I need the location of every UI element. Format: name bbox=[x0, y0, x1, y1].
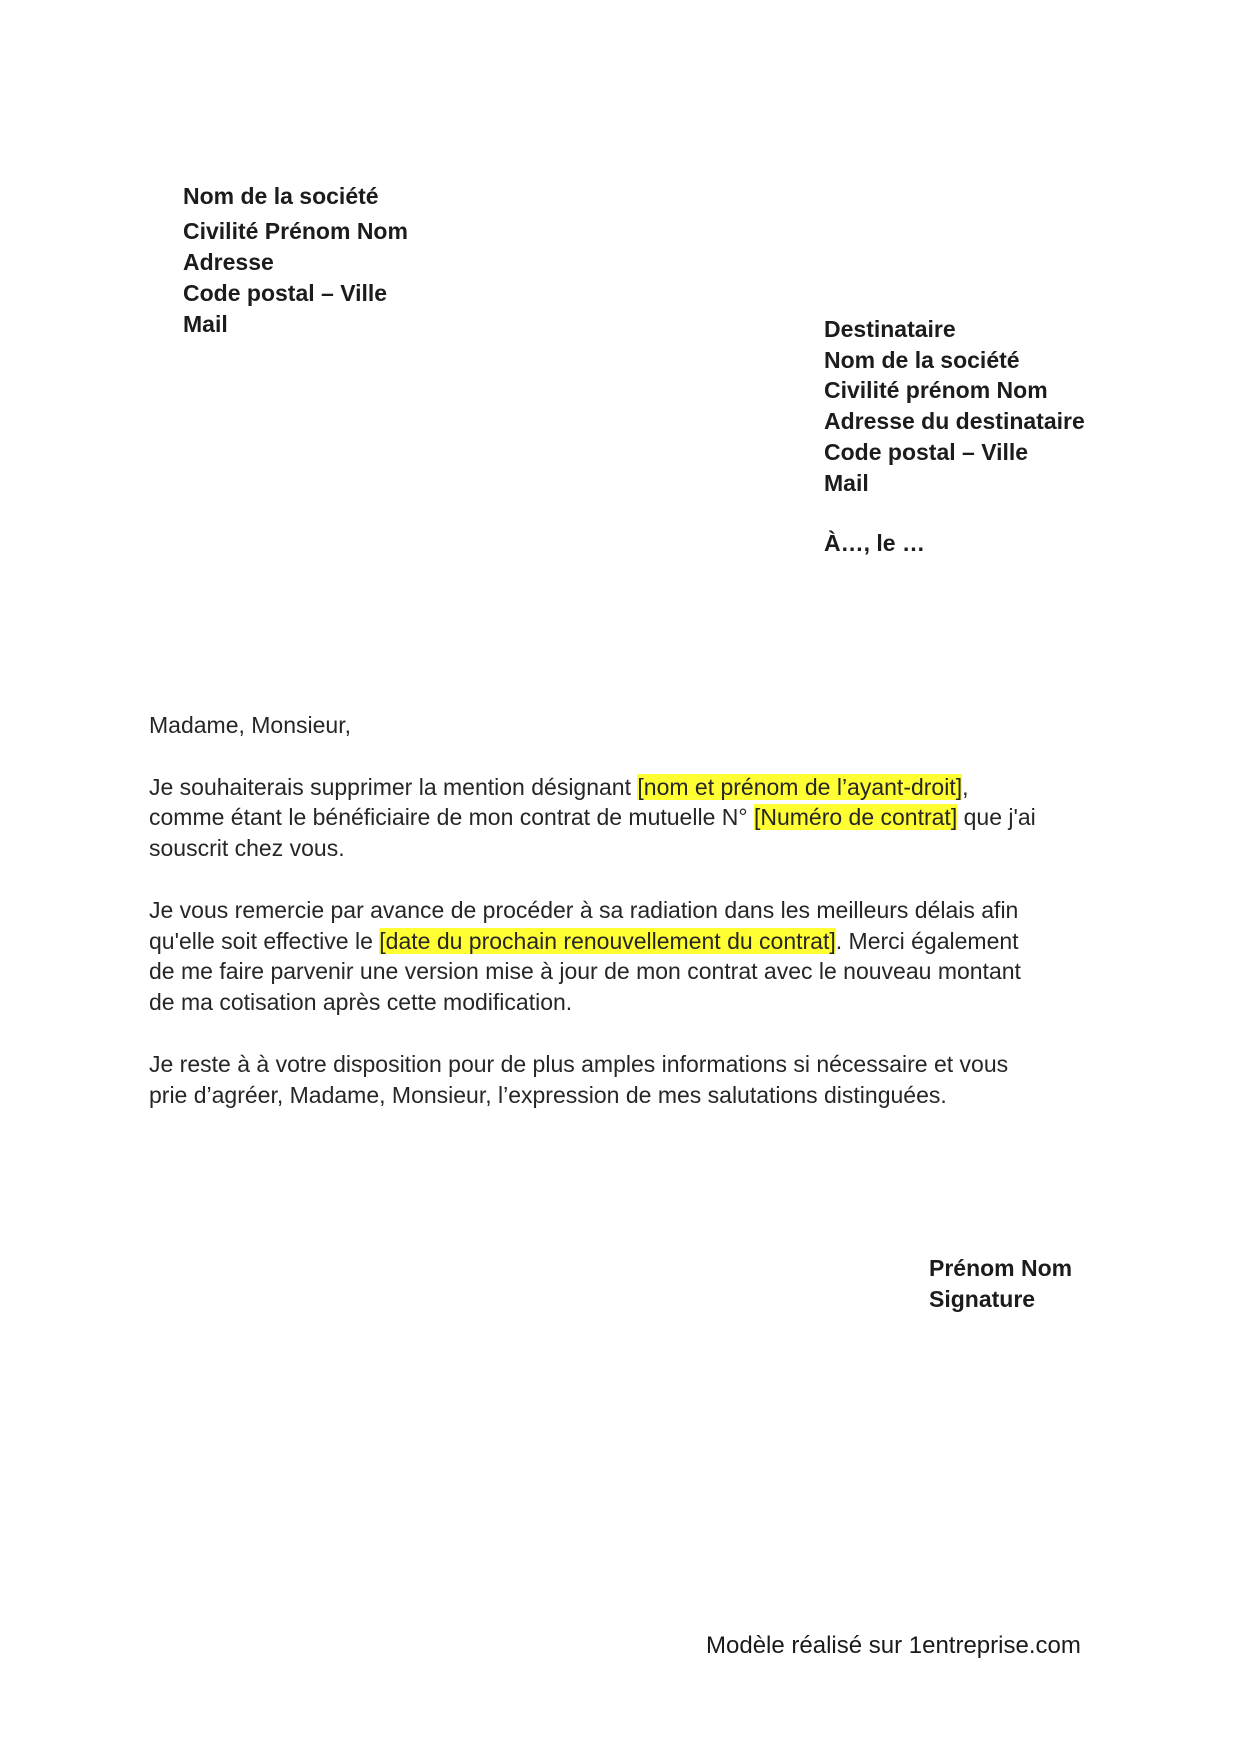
letter-body bbox=[149, 710, 1049, 1141]
p2-text-b: . Merci également de me faire parvenir une version mise à jour de mon contrat avec le nouveau montant de ma cotisation après cette modification. bbox=[149, 927, 1021, 1016]
paragraph-3: Je reste à à votre disposition pour de plus amples informations si nécessaire et vous prie d’agréer, Madame, Monsieur, l’expression de mes salutations distinguées. bbox=[149, 1050, 1009, 1108]
recipient-company: Nom de la société bbox=[824, 346, 1020, 373]
sender-name: Civilité Prénom Nom bbox=[183, 218, 408, 244]
sender-mail: Mail bbox=[183, 311, 228, 337]
p1-highlight-contract-number: [Numéro de contrat] bbox=[753, 804, 958, 831]
recipient-heading: Destinataire bbox=[824, 316, 956, 342]
signature-label: Signature bbox=[929, 1285, 1036, 1312]
p2-highlight-renewal-date: [date du prochain renouvellement du contrat] bbox=[379, 927, 836, 954]
recipient-block bbox=[824, 314, 1085, 559]
signature-name: Prénom Nom bbox=[929, 1255, 1073, 1281]
p1-text-a: Je souhaiterais supprimer la mention désignant bbox=[149, 773, 638, 800]
place-date: À…, le … bbox=[824, 530, 925, 557]
paragraph-2 bbox=[149, 895, 1049, 1018]
footer-credit: Modèle réalisé sur 1entreprise.com bbox=[706, 1632, 1081, 1659]
salutation: Madame, Monsieur, bbox=[149, 712, 351, 738]
recipient-address: Adresse du destinataire bbox=[824, 408, 1085, 435]
p1-text-c: que j'ai souscrit chez vous. bbox=[149, 804, 1036, 862]
signature-block bbox=[929, 1253, 1072, 1314]
sender-company: Nom de la société bbox=[183, 183, 379, 209]
p1-text-b: , comme étant le bénéficiaire de mon contrat de mutuelle N° bbox=[149, 773, 969, 831]
paragraph-1 bbox=[149, 772, 1049, 864]
sender-city: Code postal – Ville bbox=[183, 280, 388, 306]
recipient-name: Civilité prénom Nom bbox=[824, 377, 1048, 404]
recipient-mail: Mail bbox=[824, 469, 869, 496]
sender-address: Adresse bbox=[183, 249, 274, 275]
p2-text-a: Je vous remercie par avance de procéder à sa radiation dans les meilleurs délais afin qu'elle soit effective le bbox=[149, 896, 1019, 954]
p1-highlight-beneficiary: [nom et prénom de l’ayant-droit] bbox=[637, 773, 963, 800]
sender-block bbox=[183, 181, 408, 340]
recipient-city: Code postal – Ville bbox=[824, 438, 1029, 465]
